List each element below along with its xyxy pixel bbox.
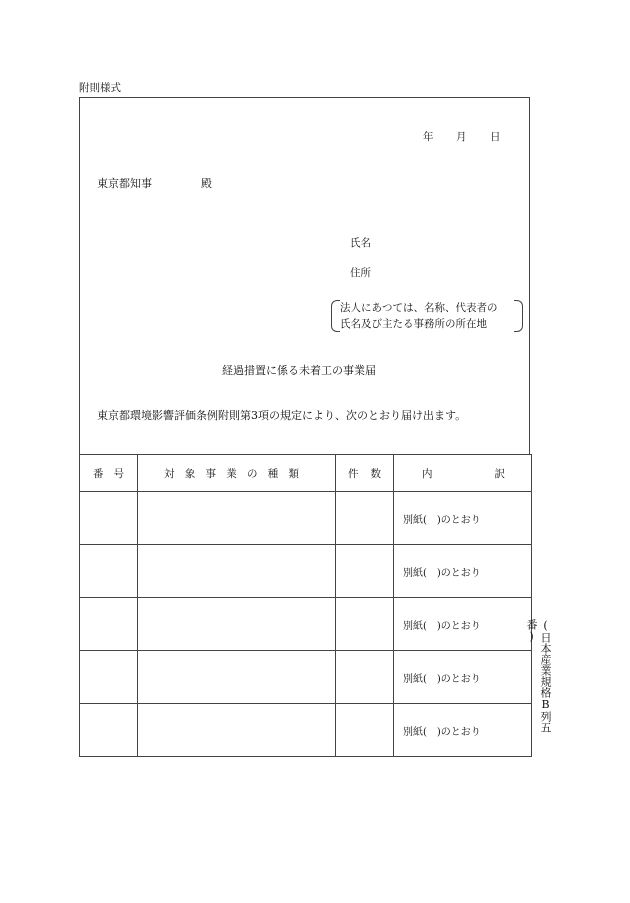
table-header-row [80,455,532,492]
cell-count [336,598,394,651]
corporate-note-line-2: 氏名及び主たる事務所の所在地 [340,318,487,330]
close-bracket [514,300,523,332]
cell-project-type [138,545,336,598]
open-bracket [331,300,340,332]
name-label: 氏名 [350,237,371,249]
cell-details: 別紙( )のとおり [394,545,532,598]
table-row [80,651,532,704]
cell-count [336,651,394,704]
statement: 東京都環境影響評価条例附則第3項の規定により、次のとおり届け出ます。 [97,409,467,422]
cell-details: 別紙( )のとおり [394,704,532,757]
cell-project-type [138,704,336,757]
cell-project-type [138,492,336,545]
corporate-note [331,298,523,334]
address-label: 住所 [350,267,371,279]
cell-count [336,492,394,545]
table-row [80,492,532,545]
page-label: 附則様式 [79,82,121,94]
table-row [80,545,532,598]
cell-number [80,704,138,757]
cell-details: 別紙( )のとおり [394,651,532,704]
cell-details: 別紙( )のとおり [394,492,532,545]
projects-table [79,454,532,757]
cell-count [336,704,394,757]
honorific: 殿 [201,177,212,190]
form-title: 経過措置に係る未着工の事業届 [222,364,376,377]
header-count: 件 数 [336,455,394,492]
corporate-note-line-1: 法人にあつては、名称、代表者の [340,302,498,314]
table-row [80,598,532,651]
cell-number [80,651,138,704]
header-number: 番 号 [80,455,138,492]
table-row [80,704,532,757]
addressee: 東京都知事 [97,177,152,190]
date-month: 月 [456,131,467,143]
cell-count [336,545,394,598]
date-year: 年 [423,131,434,143]
date-day: 日 [490,131,501,143]
cell-details: 別紙( )のとおり [394,598,532,651]
header-project-type: 対 象 事 業 の 種 類 [138,455,336,492]
header-details: 内 訳 [394,455,532,492]
cell-number [80,492,138,545]
cell-number [80,598,138,651]
cell-number [80,545,138,598]
cell-project-type [138,598,336,651]
cell-project-type [138,651,336,704]
form-frame [79,97,530,455]
paper-size-note: (日本産業規格B列五番) [525,619,552,733]
